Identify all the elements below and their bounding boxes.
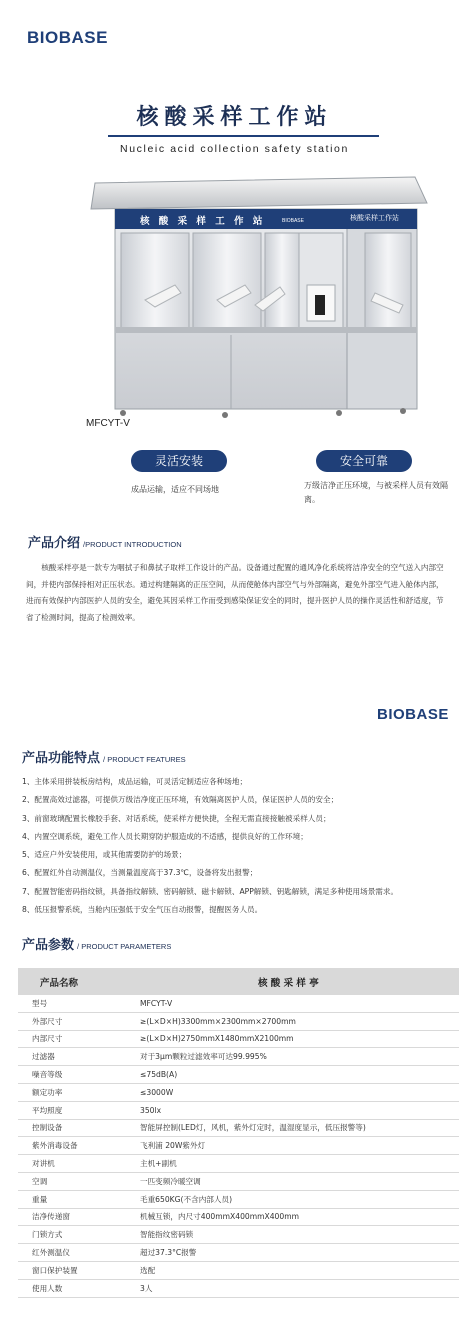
table-row [18, 995, 459, 1012]
param-name: 重量 [18, 1190, 140, 1208]
param-name: 窗口保护装置 [18, 1261, 140, 1279]
table-row [18, 1190, 459, 1208]
table-row [18, 1012, 459, 1030]
parameters-table-wrap [18, 968, 459, 1298]
table-row [18, 1119, 459, 1137]
intro-heading: 产品介绍 /PRODUCT INTRODUCTION [28, 536, 182, 551]
param-name: 红外测温仪 [18, 1244, 140, 1262]
brand-logo-secondary: BIOBASE [377, 706, 449, 723]
header-value: 核 酸 采 样 亭 [140, 968, 459, 995]
param-name: 空调 [18, 1172, 140, 1190]
highlight-safe-reliable: 安全可靠 [316, 450, 412, 472]
feature-item: 8、低压报警系统，当舱内压强低于安全气压自动报警，提醒医务人员。 [22, 905, 263, 915]
table-row [18, 1261, 459, 1279]
table-row [18, 1155, 459, 1173]
param-name: 过滤器 [18, 1048, 140, 1066]
table-row [18, 1101, 459, 1119]
param-name: 噪音等级 [18, 1066, 140, 1084]
title-underline [108, 135, 379, 137]
table-row [18, 1208, 459, 1226]
param-name: 对讲机 [18, 1155, 140, 1173]
param-value: ≥(L×D×H)2750mmX1480mmX2100mm [140, 1030, 459, 1048]
param-value: 对于3μm颗粒过滤效率可达99.995% [140, 1048, 459, 1066]
table-row [18, 1030, 459, 1048]
param-value: 毛重650KG(不含内部人员) [140, 1190, 459, 1208]
highlight-safe-desc: 万级洁净正压环境，与被采样人员有效隔离。 [304, 481, 448, 504]
param-value: ≥(L×D×H)3300mm×2300mm×2700mm [140, 1012, 459, 1030]
parameters-heading: 产品参数 / PRODUCT PARAMETERS [22, 938, 172, 953]
sign-side: 核酸采样工作站 [350, 214, 399, 222]
feature-item: 1、主体采用拼装板房结构，成品运输，可灵活定制适应各种场地； [22, 777, 248, 786]
param-value: ≤3000W [140, 1083, 459, 1101]
param-name: 内部尺寸 [18, 1030, 140, 1048]
param-value: 3人 [140, 1279, 459, 1297]
param-name: 门锁方式 [18, 1226, 140, 1244]
table-row [18, 1279, 459, 1297]
features-heading: 产品功能特点 / PRODUCT FEATURES [22, 751, 186, 766]
param-value: MFCYT-V [140, 995, 459, 1012]
features-heading-en: PRODUCT FEATURES [107, 755, 186, 764]
param-value: 飞利浦 20W紫外灯 [140, 1137, 459, 1155]
parameters-table [18, 968, 459, 1298]
page-title: 核酸采样工作站 [136, 105, 333, 130]
param-value: 主机+副机 [140, 1155, 459, 1173]
brand-logo: BIOBASE [27, 28, 108, 47]
param-value: 一匹变频冷暖空调 [140, 1172, 459, 1190]
header-name: 产品名称 [18, 968, 140, 995]
sign-brand: BIOBASE [282, 218, 304, 224]
intro-heading-cn: 产品介绍 [28, 536, 81, 551]
sign-main: 核 酸 采 样 工 作 站 [140, 216, 266, 227]
param-value: 智能指纹密码锁 [140, 1226, 459, 1244]
param-value: 智能屏控制(LED灯，风机，紫外灯定时，温湿度显示，低压报警等) [140, 1119, 459, 1137]
param-value: 选配 [140, 1261, 459, 1279]
feature-item: 3、前窗玻璃配置长橡胶手套、对话系统，使采样方便快捷，全程无需直接接触被采样人员； [22, 813, 331, 823]
table-row [18, 1066, 459, 1084]
param-name: 外部尺寸 [18, 1012, 140, 1030]
intro-heading-en: PRODUCT INTRODUCTION [85, 540, 182, 549]
table-row [18, 1226, 459, 1244]
param-name: 型号 [18, 995, 140, 1012]
table-row [18, 1244, 459, 1262]
model-label: MFCYT-V [86, 418, 130, 429]
table-header-row [18, 968, 459, 995]
param-name: 紫外消毒设备 [18, 1137, 140, 1155]
intro-text: 核酸采样亭是一款专为咽拭子和鼻拭子取样工作设计的产品。设备通过配置的通风净化系统将洁净安全的空气送入内部空间，并使内部保持相对正压状态。通过构建隔离的正压空间，从而使舱体内部空气与外部隔离，避免外部空气进入舱体内部，进而有效保护内部医护人员的安全，避免其因采样工作而受到感染保证安全的同时，提升医护人员的操作灵活性和舒适度，节省了检测时间，提高了检测效率。 [26, 563, 444, 622]
table-row [18, 1172, 459, 1190]
feature-item: 4、内置空调系统，避免工作人员长期穿防护服造成的不适感，提供良好的工作环境； [22, 831, 308, 841]
param-value: ≤75dB(A) [140, 1066, 459, 1084]
page-subtitle: Nucleic acid collection safety station [120, 143, 349, 155]
highlight-flexible-install: 灵活安装 [131, 450, 227, 472]
feature-item: 6、配置红外自动测温仪，当测量温度高于37.3℃，设备将发出报警； [22, 868, 258, 878]
table-row [18, 1137, 459, 1155]
features-list [22, 773, 462, 919]
param-value: 机械互锁，内尺寸400mmX400mmX400mm [140, 1208, 459, 1226]
param-value: 350lx [140, 1101, 459, 1119]
feature-item: 7、配置智能密码指纹锁，具备指纹解锁、密码解锁、磁卡解锁、APP解锁、钥匙解锁，满足多种使用场景需求。 [22, 886, 399, 896]
feature-item: 5、适应户外安装使用，或其他需要防护的场景； [22, 850, 187, 860]
param-name: 控制设备 [18, 1119, 140, 1137]
param-value: 超过37.3°C报警 [140, 1244, 459, 1262]
table-row [18, 1083, 459, 1101]
highlight-flexible-desc: 成品运输，适应不同场地 [131, 485, 219, 494]
parameters-heading-en: PRODUCT PARAMETERS [81, 942, 172, 951]
param-name: 使用人数 [18, 1279, 140, 1297]
features-heading-cn: 产品功能特点 [22, 751, 101, 766]
param-name: 平均照度 [18, 1101, 140, 1119]
table-row [18, 1048, 459, 1066]
feature-item: 2、配置高效过滤器，可提供万级洁净度正压环境，有效隔离医护人员，保证医护人员的安全； [22, 795, 339, 805]
parameters-heading-cn: 产品参数 [22, 938, 75, 953]
param-name: 洁净传递窗 [18, 1208, 140, 1226]
param-name: 额定功率 [18, 1083, 140, 1101]
